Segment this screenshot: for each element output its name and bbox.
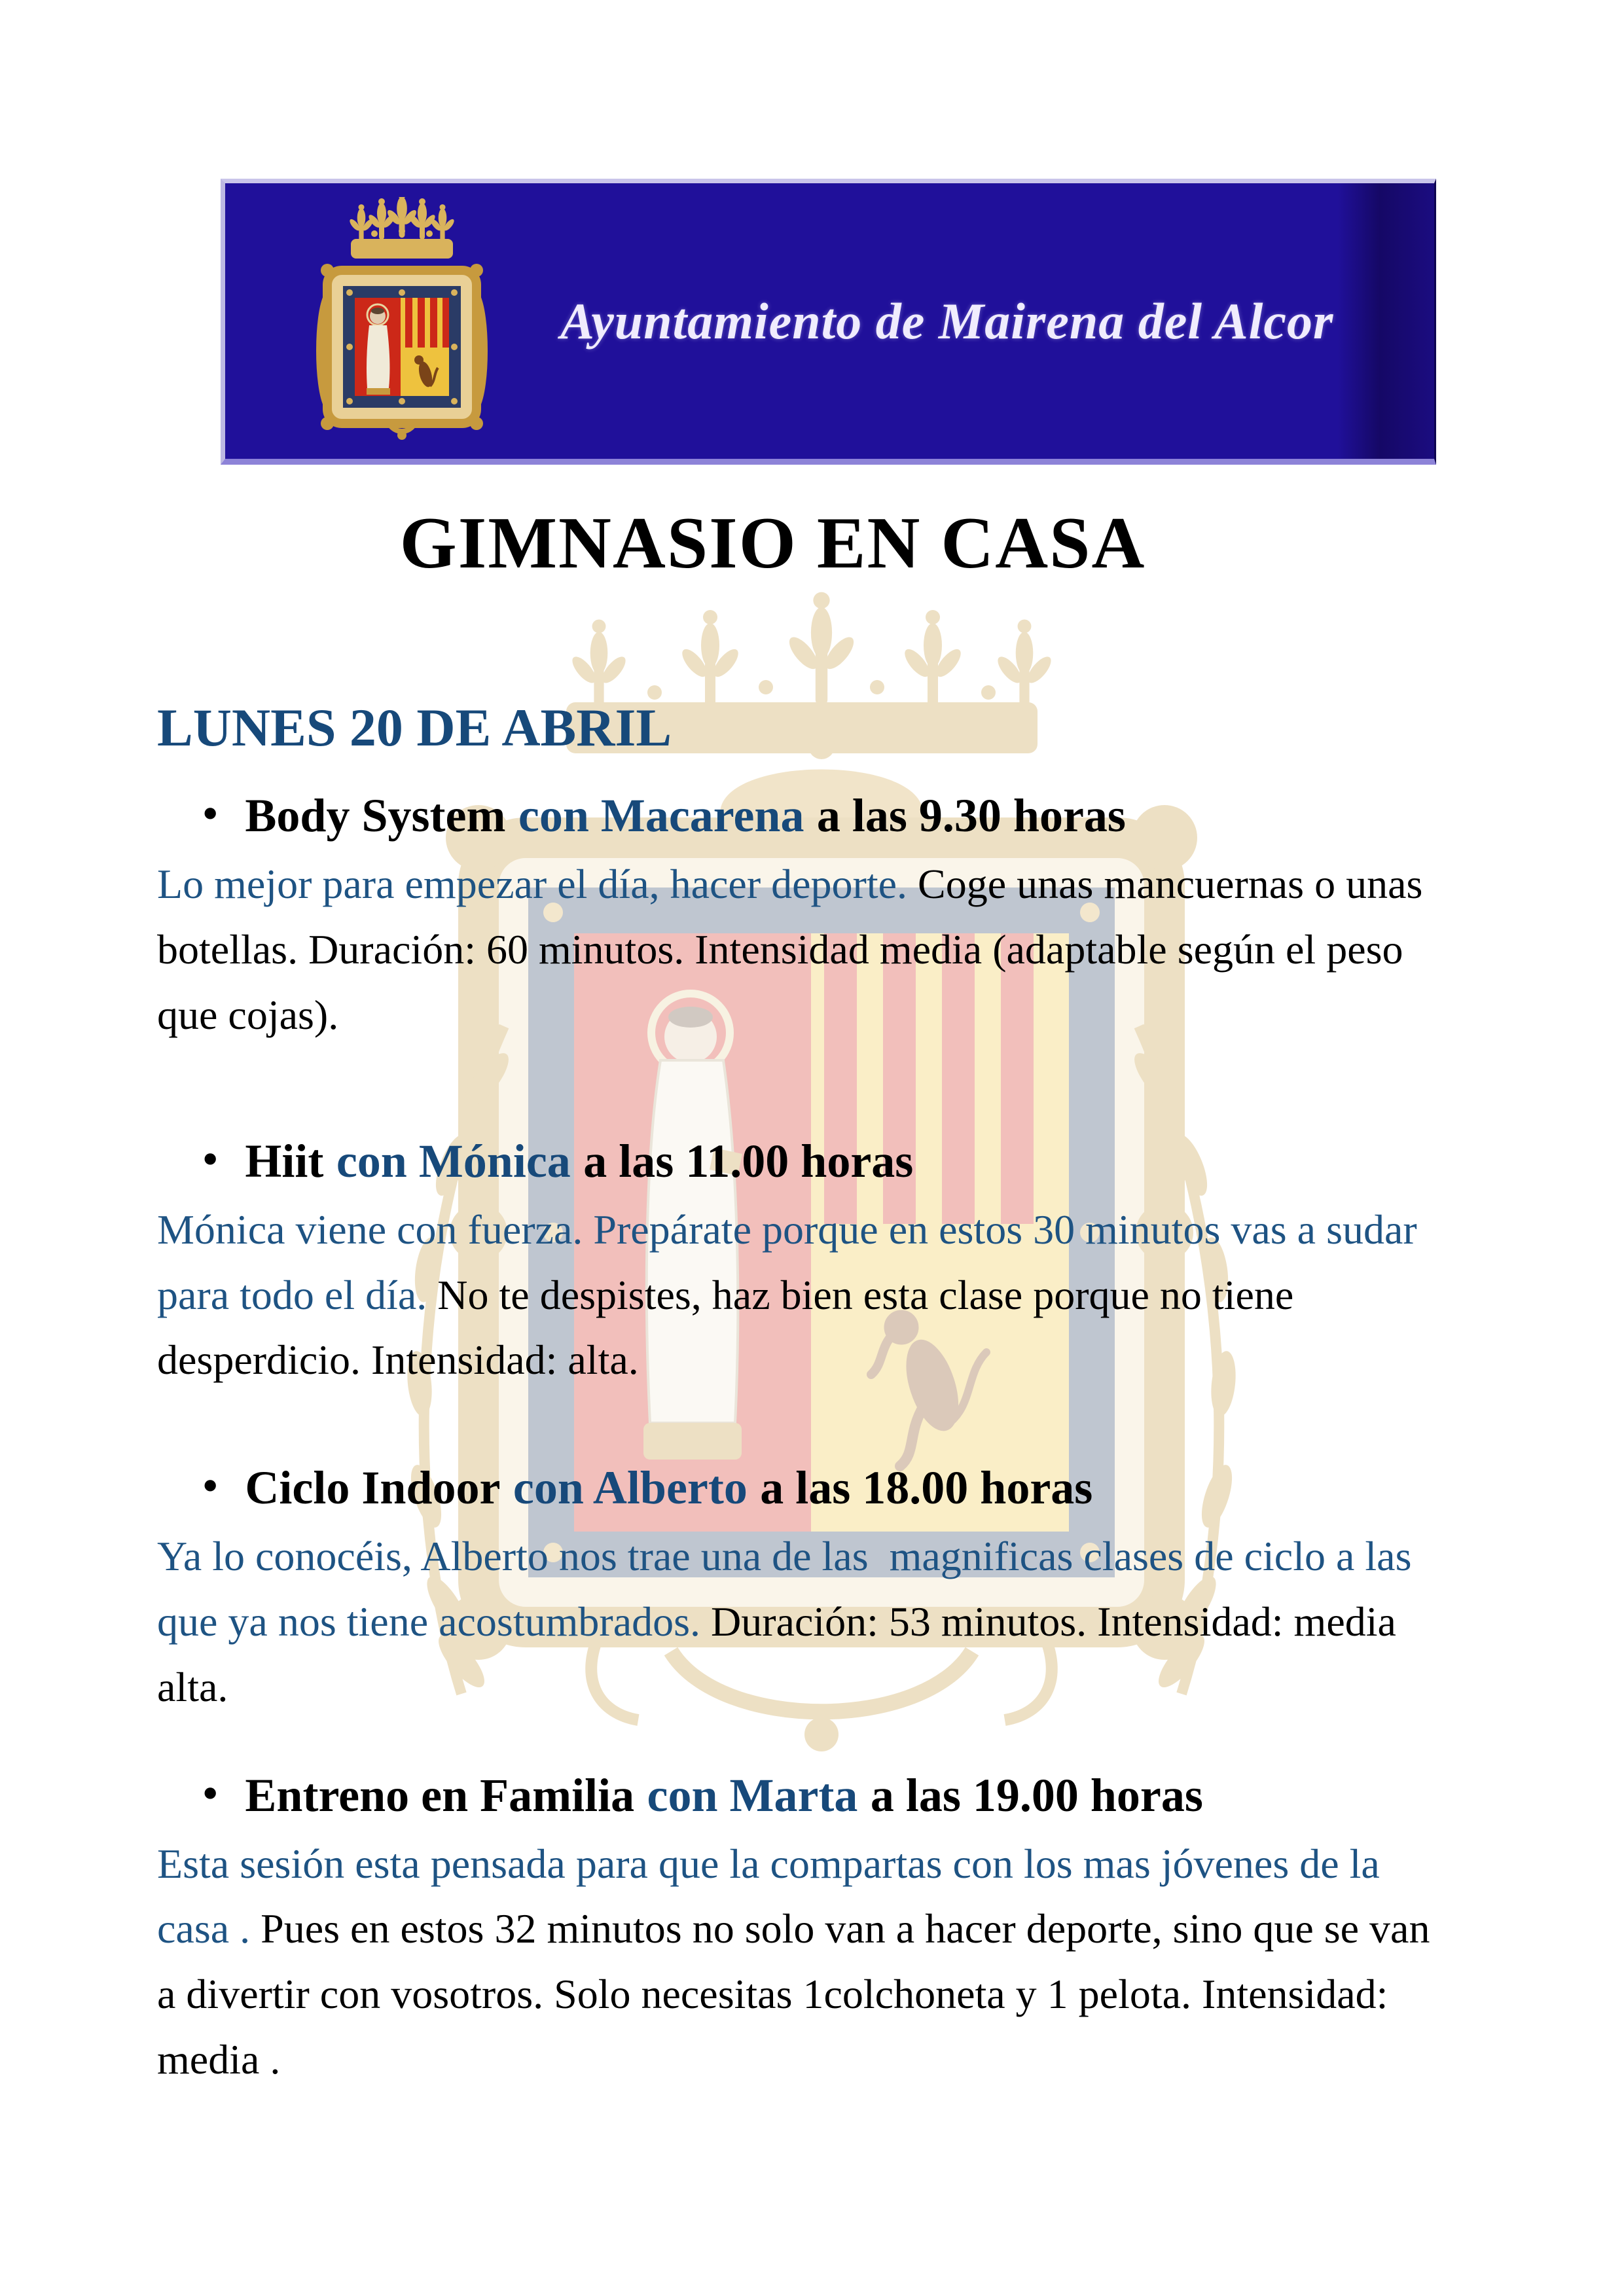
schedule-content xyxy=(0,696,1624,2092)
description-detail: No te despistes, haz bien esta clase porque no tiene desperdicio. Intensidad: alta. xyxy=(157,1271,1305,1384)
crown-icon xyxy=(348,197,456,259)
bullet-icon: • xyxy=(203,1769,218,1816)
bullet-icon: • xyxy=(203,790,218,837)
bullet-icon: • xyxy=(203,1462,218,1509)
activity-time: a las 18.00 horas xyxy=(760,1462,1093,1515)
activity-instructor: con Alberto xyxy=(513,1462,748,1515)
activity-instructor: con Macarena xyxy=(518,789,804,842)
municipality-banner xyxy=(221,179,1436,465)
activity-time: a las 11.00 horas xyxy=(583,1134,914,1187)
shield-icon xyxy=(355,298,449,396)
activity-description xyxy=(157,1197,1457,1393)
date-heading: LUNES 20 DE ABRIL xyxy=(157,697,672,757)
municipality-name: Ayuntamiento de Mairena del Alcor xyxy=(560,292,1334,350)
description-highlight: Esta sesión esta pensada para que la compartas con los mas jóvenes de la casa . xyxy=(157,1840,1390,1952)
activity-heading xyxy=(157,1132,1457,1191)
activity-section-body-system xyxy=(157,786,1457,1047)
activity-instructor: con Mónica xyxy=(336,1134,571,1187)
activity-time: a las 19.00 horas xyxy=(870,1768,1203,1821)
activity-name: Entreno en Familia xyxy=(245,1768,635,1821)
page-title: GIMNASIO EN CASA xyxy=(399,503,1146,584)
description-detail: Pues en estos 32 minutos no solo van a hacer deporte, sino que se van a divertir con vosotros. Solo necesitas 1colchoneta y 1 pelota. Intensidad: media . xyxy=(157,1905,1441,2083)
activity-section-ciclo-indoor xyxy=(157,1458,1457,1719)
description-highlight: Ya lo conocéis, Alberto nos trae una de las magnificas clases de ciclo a las que ya nos tiene acostumbrados. xyxy=(157,1533,1422,1645)
activity-description xyxy=(157,852,1457,1047)
activity-section-hiit xyxy=(157,1132,1457,1393)
description-detail: Duración: 53 minutos. Intensidad: media alta. xyxy=(157,1598,1407,1710)
activity-heading xyxy=(157,1458,1457,1517)
activity-description xyxy=(157,1524,1457,1719)
description-detail: Coge unas mancuernas o unas botellas. Duración: 60 minutos. Intensidad media (adaptable según el peso que cojas). xyxy=(157,861,1434,1038)
bullet-icon: • xyxy=(203,1135,218,1182)
description-highlight: Mónica viene con fuerza. Prepárate porque en estos 30 minutos vas a sudar para todo el día. xyxy=(157,1206,1428,1318)
activity-name: Body System xyxy=(245,789,506,842)
activity-section-entreno-en-familia xyxy=(157,1766,1457,2092)
activity-heading xyxy=(157,786,1457,845)
description-highlight: Lo mejor para empezar el día, hacer deporte. xyxy=(157,861,908,908)
activity-heading xyxy=(157,1766,1457,1825)
activity-name: Ciclo Indoor xyxy=(245,1462,501,1515)
activity-name: Hiit xyxy=(245,1134,324,1187)
activity-time: a las 9.30 horas xyxy=(816,789,1126,842)
activity-instructor: con Marta xyxy=(647,1768,858,1821)
activity-description xyxy=(157,1831,1457,2092)
coat-of-arms-icon xyxy=(304,197,500,446)
